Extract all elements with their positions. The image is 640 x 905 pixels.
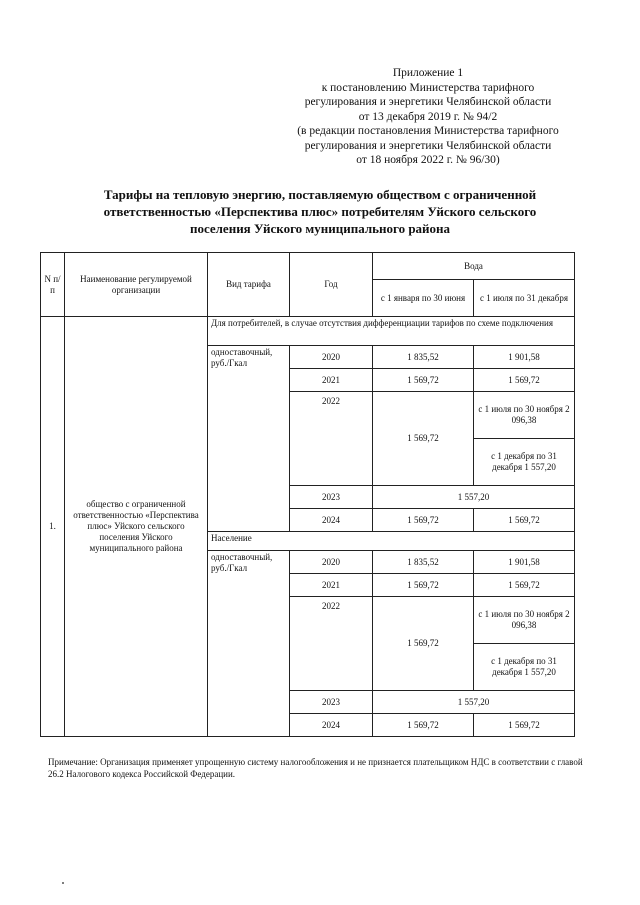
scan-speck xyxy=(62,882,64,884)
section-label: Для потребителей, в случае отсутствия дифференциации тарифов по схеме подключения xyxy=(208,317,575,346)
value-cell: с 1 декабря по 31 декабря 1 557,20 xyxy=(474,644,575,691)
year-cell: 2020 xyxy=(290,551,373,574)
value-cell: 1 569,72 xyxy=(474,574,575,597)
appendix-line: от 18 ноября 2022 г. № 96/30) xyxy=(356,154,500,166)
value-cell: 1 569,72 xyxy=(373,509,474,532)
header-year: Год xyxy=(290,253,373,317)
appendix-line: (в редакции постановления Министерства тарифного xyxy=(297,125,559,137)
title-line: поселения Уйского муниципального района xyxy=(189,221,451,236)
year-cell: 2020 xyxy=(290,346,373,369)
header-organization: Наименование регулируемой организации xyxy=(65,253,208,317)
header-water: Вода xyxy=(373,253,575,280)
year-cell: 2021 xyxy=(290,574,373,597)
value-cell: 1 835,52 xyxy=(373,346,474,369)
appendix-line: Приложение 1 xyxy=(392,67,464,79)
section-label: Население xyxy=(208,532,575,551)
header-period-2: с 1 июля по 31 декабря xyxy=(474,280,575,317)
tariff-type: одноставочный, руб./Гкал xyxy=(208,346,290,532)
footnote: Примечание: Организация применяет упрощенную систему налогообложения и не признается плательщиком НДС в соответствии с главой 26.2 Налогового кодекса Российской Федерации. xyxy=(48,757,583,779)
value-cell: с 1 декабря по 31 декабря 1 557,20 xyxy=(474,439,575,486)
title-line: Тарифы на тепловую энергию, поставляемую обществом с ограниченной xyxy=(103,187,537,202)
year-cell: 2024 xyxy=(290,509,373,532)
organization-name: общество с ограниченной ответственностью «Перспектива плюс» Уйского сельского поселения Уйского муниципального района xyxy=(65,317,208,737)
year-cell: 2023 xyxy=(290,691,373,714)
appendix-line: регулирования и энергетики Челябинской области xyxy=(304,96,552,108)
value-cell: 1 569,72 xyxy=(373,369,474,392)
value-cell: 1 557,20 xyxy=(373,486,575,509)
document-title xyxy=(46,186,594,237)
year-cell: 2022 xyxy=(290,597,373,691)
value-cell: 1 569,72 xyxy=(474,369,575,392)
year-cell: 2023 xyxy=(290,486,373,509)
value-cell: 1 569,72 xyxy=(373,392,474,486)
value-cell: 1 835,52 xyxy=(373,551,474,574)
appendix-line: регулирования и энергетики Челябинской области xyxy=(304,139,552,152)
header-tariff-type: Вид тарифа xyxy=(208,253,290,317)
row-number: 1. xyxy=(41,317,65,737)
value-cell: с 1 июля по 30 ноября 2 096,38 xyxy=(474,392,575,439)
header-num: N п/п xyxy=(41,253,65,317)
value-cell: 1 569,72 xyxy=(373,597,474,691)
tariff-type: одноставочный, руб./Гкал xyxy=(208,551,290,737)
title-line: ответственностью «Перспектива плюс» потребителям Уйского сельского xyxy=(103,204,537,219)
value-cell: 1 569,72 xyxy=(474,509,575,532)
value-cell: 1 569,72 xyxy=(474,714,575,737)
year-cell: 2024 xyxy=(290,714,373,737)
appendix-line: от 13 декабря 2019 г. № 94/2 xyxy=(358,110,498,123)
value-cell: 1 901,58 xyxy=(474,551,575,574)
header-period-1: с 1 января по 30 июня xyxy=(373,280,474,317)
appendix-header xyxy=(270,66,586,168)
value-cell: 1 569,72 xyxy=(373,714,474,737)
value-cell: с 1 июля по 30 ноября 2 096,38 xyxy=(474,597,575,644)
year-cell: 2021 xyxy=(290,369,373,392)
appendix-line: к постановлению Министерства тарифного xyxy=(321,81,535,94)
value-cell: 1 901,58 xyxy=(474,346,575,369)
value-cell: 1 557,20 xyxy=(373,691,575,714)
value-cell: 1 569,72 xyxy=(373,574,474,597)
year-cell: 2022 xyxy=(290,392,373,486)
tariff-table xyxy=(40,252,575,737)
